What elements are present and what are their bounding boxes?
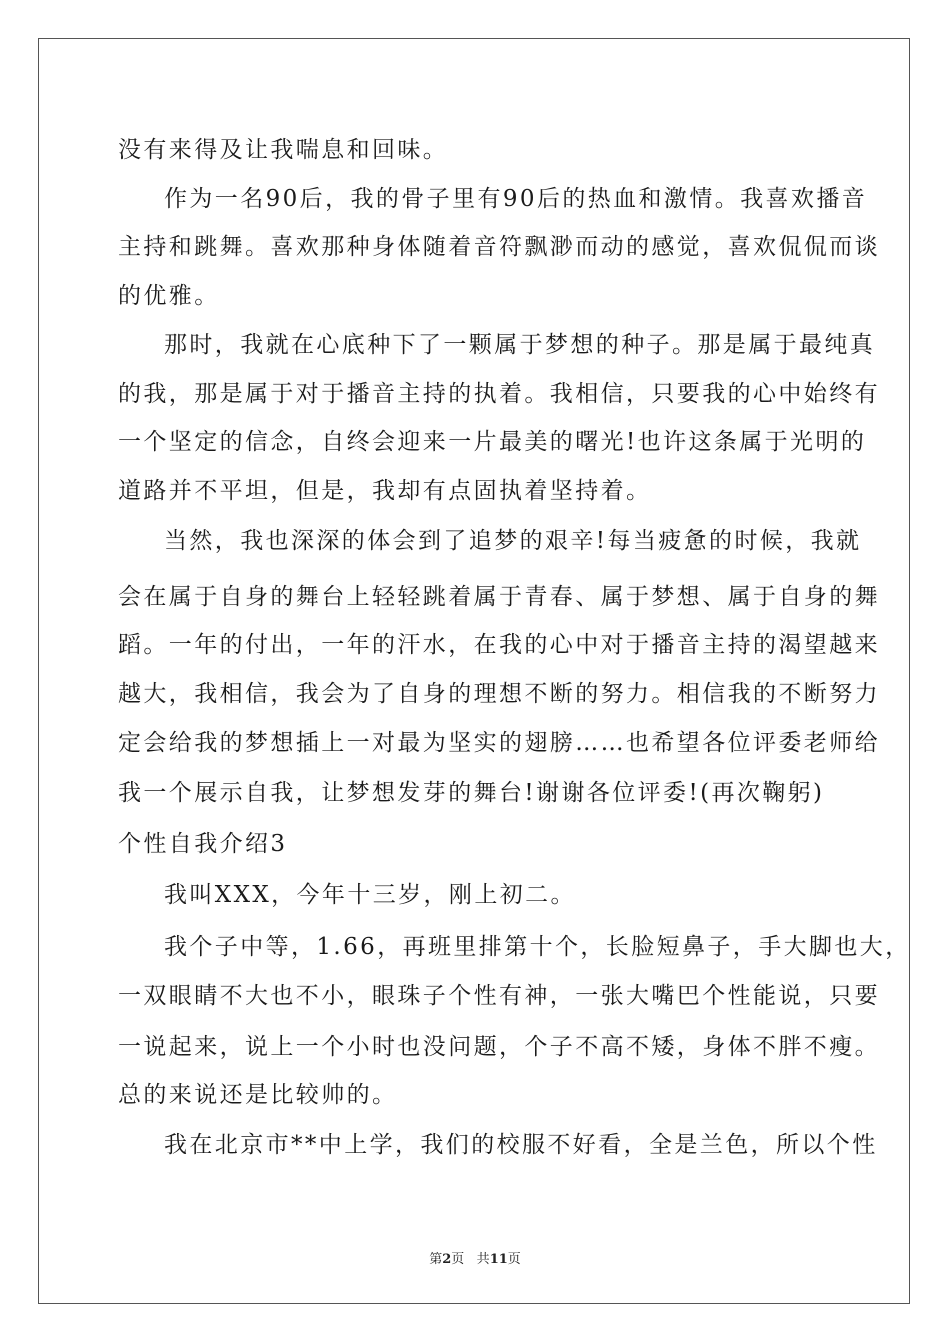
text-line: 的优雅。 xyxy=(118,283,220,309)
text-line: 一个坚定的信念，自终会迎来一片最美的曙光!也许这条属于光明的 xyxy=(118,429,867,455)
text-line: 一说起来，说上一个小时也没问题，个子不高不矮，身体不胖不瘦。 xyxy=(118,1034,880,1060)
text-line: 那时，我就在心底种下了一颗属于梦想的种子。那是属于最纯真 xyxy=(164,332,876,358)
text-line: 道路并不平坦，但是，我却有点固执着坚持着。 xyxy=(118,478,652,504)
text-line: 主持和跳舞。喜欢那种身体随着音符飘渺而动的感觉，喜欢侃侃而谈 xyxy=(118,234,880,260)
page-number: 2 xyxy=(442,1252,452,1267)
text-line: 蹈。一年的付出，一年的汗水，在我的心中对于播音主持的渴望越来 xyxy=(118,632,880,658)
page-prefix: 第 xyxy=(429,1252,443,1267)
text-line: 一双眼睛不大也不小，眼珠子个性有神，一张大嘴巴个性能说，只要 xyxy=(118,983,880,1009)
page-footer xyxy=(0,1248,950,1267)
text-line: 没有来得及让我喘息和回味。 xyxy=(118,137,449,163)
page-suffix: 页 xyxy=(451,1252,465,1267)
page-border xyxy=(38,38,910,1304)
text-line: 的我，那是属于对于播音主持的执着。我相信，只要我的心中始终有 xyxy=(118,381,880,407)
total-pages: 11 xyxy=(489,1252,508,1267)
text-line: 当然，我也深深的体会到了追梦的艰辛!每当疲惫的时候，我就 xyxy=(164,528,862,554)
section-heading: 个性自我介绍3 xyxy=(118,831,288,857)
text-line: 我个子中等，1.66，再班里排第十个，长脸短鼻子，手大脚也大， xyxy=(164,934,911,960)
text-line: 定会给我的梦想插上一对最为坚实的翅膀……也希望各位评委老师给 xyxy=(118,730,880,756)
total-suffix: 页 xyxy=(507,1252,521,1267)
text-line: 越大，我相信，我会为了自身的理想不断的努力。相信我的不断努力 xyxy=(118,681,880,707)
text-line: 我叫XXX，今年十三岁，刚上初二。 xyxy=(164,882,576,908)
text-line: 我一个展示自我，让梦想发芽的舞台!谢谢各位评委!(再次鞠躬) xyxy=(118,780,825,806)
text-line: 作为一名90后，我的骨子里有90后的热血和激情。我喜欢播音 xyxy=(164,186,868,212)
text-line: 总的来说还是比较帅的。 xyxy=(118,1082,398,1108)
total-prefix: 共 xyxy=(476,1252,490,1267)
text-line: 会在属于自身的舞台上轻轻跳着属于青春、属于梦想、属于自身的舞 xyxy=(118,584,880,610)
text-line: 我在北京市**中上学，我们的校服不好看，全是兰色，所以个性 xyxy=(164,1132,878,1158)
